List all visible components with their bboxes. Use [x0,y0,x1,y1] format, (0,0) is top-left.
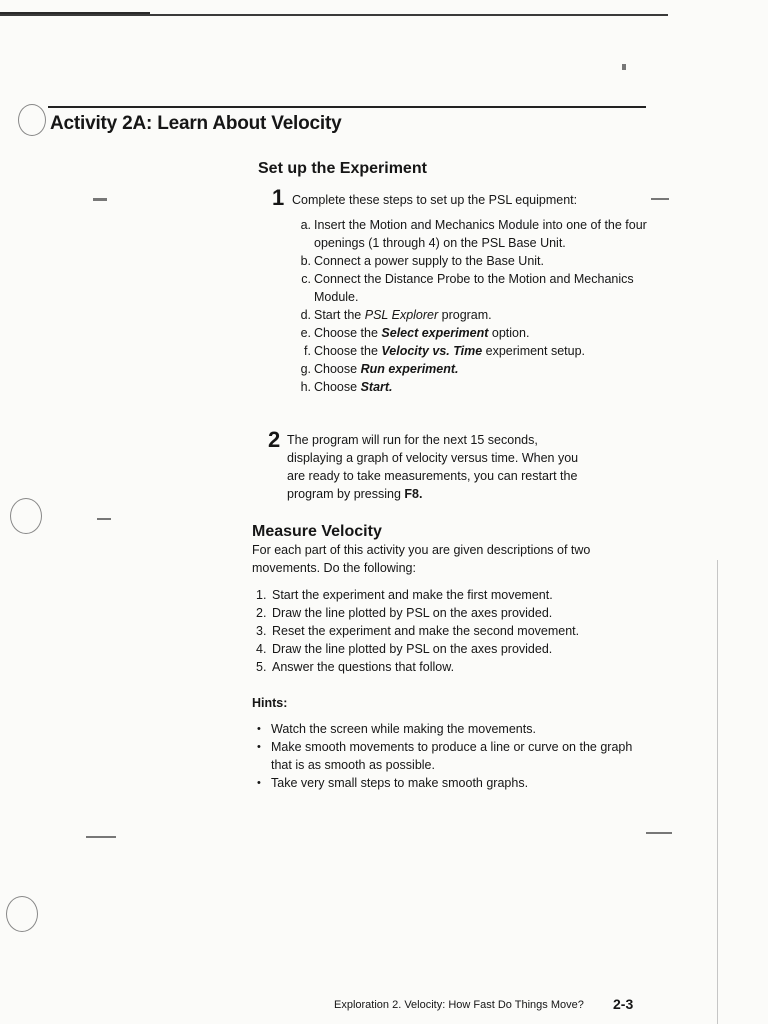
setup-heading: Set up the Experiment [258,160,427,177]
measure-step-text: Draw the line plotted by PSL on the axes provided. [272,606,553,620]
measure-step-item [256,640,656,658]
substep-item [293,216,653,252]
measure-step-text: Start the experiment and make the first movement. [272,588,553,602]
scan-speck [646,832,672,834]
substep-text: Insert the Motion and Mechanics Module into one of the four openings (1 through 4) on the PSL Base Unit. [314,218,647,250]
substep-text: Velocity vs. Time [381,344,483,358]
substep-item [293,306,653,324]
step-2-number: 2 [268,427,281,452]
substep-text: Start the [314,308,365,322]
bullet-icon: • [257,741,261,753]
substep-letter: f. [304,344,311,358]
hint-text: Make smooth movements to produce a line or curve on the graph that is as smooth as possible. [271,740,633,772]
scan-speck [86,836,116,838]
setup-substeps-list [293,216,653,396]
substep-letter: g. [300,362,311,376]
measure-step-number: 1. [256,588,267,602]
substep-item [293,360,653,378]
substep-text: program. [438,308,492,322]
substep-item [293,342,653,360]
substep-item [293,378,653,396]
step-2-text [287,431,667,503]
hints-list [256,720,646,792]
measure-step-text: Draw the line plotted by PSL on the axes provided. [272,642,553,656]
measure-step-number: 2. [256,606,267,620]
measure-step-number: 5. [256,660,267,674]
step-2-line [287,485,667,503]
hint-item [256,738,646,774]
substep-text: option. [488,326,530,340]
step-2-line: The program will run for the next 15 seconds, [287,433,538,447]
punch-hole-mark [6,896,38,932]
punch-hole-mark [10,498,42,534]
substep-letter: c. [301,272,311,286]
substep-text: Choose [314,380,361,394]
step-2-line: are ready to take measurements, you can restart the [287,469,578,483]
substep-text: PSL Explorer [364,308,439,322]
scan-speck [93,198,107,201]
measure-heading: Measure Velocity [252,523,382,540]
f8-key-label: F8. [404,487,423,501]
activity-title: Activity 2A: Learn About Velocity [50,113,342,134]
measure-step-item [256,586,656,604]
step-1-text: Complete these steps to set up the PSL equipment: [292,193,578,207]
punch-hole-mark [18,104,46,136]
substep-text: Start. [360,380,393,394]
page-edge-line [717,560,718,1024]
hint-item [256,720,646,738]
substep-text: Run experiment. [360,362,459,376]
substep-text: experiment setup. [482,344,586,358]
measure-step-number: 4. [256,642,267,656]
scan-speck [622,64,626,70]
substep-letter: h. [300,380,311,394]
top-border-rule [0,14,668,16]
scan-speck [97,518,111,520]
substep-text: Choose the [314,344,382,358]
substep-letter: a. [300,218,311,232]
page-number: 2-3 [613,996,634,1012]
measure-step-text: Answer the questions that follow. [272,660,455,674]
step-2-line-text: program by pressing [287,487,405,501]
hint-text: Take very small steps to make smooth graphs. [271,776,529,790]
step-1-number: 1 [272,185,285,210]
substep-item [293,252,653,270]
measure-intro: For each part of this activity you are given descriptions of two movements. Do the following: [252,543,591,575]
bullet-icon: • [257,723,261,735]
measure-step-item [256,604,656,622]
substep-text: Choose the [314,326,382,340]
hint-item [256,774,646,792]
substep-letter: e. [300,326,311,340]
substep-item [293,324,653,342]
substep-item [293,270,653,306]
running-footer: Exploration 2. Velocity: How Fast Do Things Move? [334,999,584,1011]
scan-speck [651,198,669,200]
hints-label: Hints: [252,696,288,710]
substep-text: Connect the Distance Probe to the Motion and Mechanics Module. [314,272,634,304]
measure-step-item [256,658,656,676]
hint-text: Watch the screen while making the movements. [271,722,536,736]
header-rule [48,106,646,108]
bullet-icon: • [257,777,261,789]
measure-step-number: 3. [256,624,267,638]
substep-text: Choose [314,362,361,376]
step-2-line: displaying a graph of velocity versus time. When you [287,451,579,465]
substep-text: Select experiment [381,326,489,340]
measure-step-item [256,622,656,640]
substep-text: Connect a power supply to the Base Unit. [314,254,544,268]
measure-step-text: Reset the experiment and make the second movement. [272,624,580,638]
substep-letter: b. [300,254,311,268]
measure-steps-list [256,586,656,676]
substep-letter: d. [300,308,311,322]
